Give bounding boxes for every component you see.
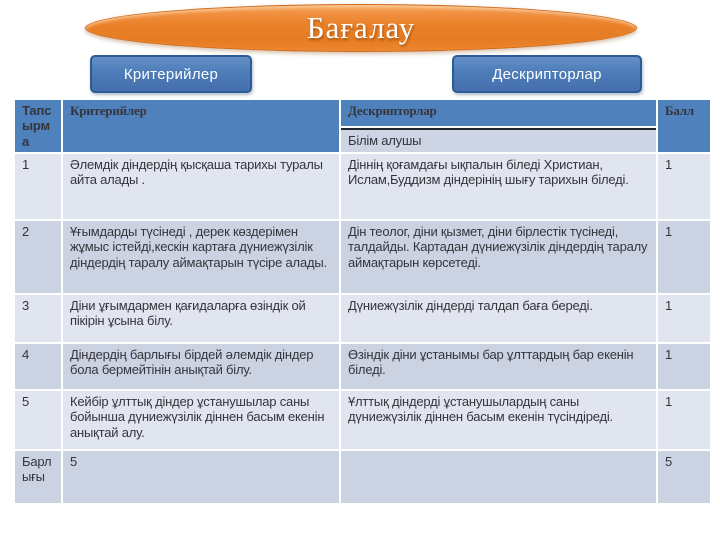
criterion-cell: Әлемдік діндердің қысқаша тарихы туралы айта алады . [63,154,339,219]
descriptor-cell: Өзіндік діни ұстанымы бар ұлттардың бар екенін біледі. [341,344,656,389]
descriptor-cell: Дін теолог, діни қызмет, діни бірлестік түсінеді, талдайды. Картадан дүниежүзілік діндердің таралу аймақтарын көрсетеді. [341,221,656,293]
column-header-criteria: Критерийлер [63,100,339,152]
subheader-learner: Білім алушы [341,128,656,152]
task-cell: 3 [15,295,61,342]
table-row [15,344,710,389]
score-cell: 1 [658,221,710,293]
task-cell: Барлығы [15,451,61,503]
descriptor-cell: Діннің қоғамдағы ықпалын біледі Христиан, Ислам,Буддизм діндерінің шығу тарихын біледі. [341,154,656,219]
callout-criteria-label: Критерийлер [123,65,219,83]
table-row [15,154,710,219]
column-header-score: Балл [658,100,710,152]
table-row [15,391,710,449]
task-cell: 5 [15,391,61,449]
task-cell: 1 [15,154,61,219]
callout-descriptors-label: Дескрипторлар [492,65,602,83]
criterion-cell: Діндердің барлығы бірдей әлемдік діндер бола бермейтінін анықтай білу. [63,344,339,389]
task-cell: 4 [15,344,61,389]
criterion-cell: Діни ұғымдармен қағидаларға өзіндік ой пікірін ұсына білу. [63,295,339,342]
criterion-cell: Ұғымдарды түсінеді , дерек көздерімен жұмыс істейді,кескін картаға дүниежүзілік діндердің таралу аймақтарын түсіре алады. [63,221,339,293]
score-cell: 1 [658,344,710,389]
table-row [15,295,710,342]
column-header-task: Тапсырма [15,100,61,152]
page-title: Бағалау [306,10,416,45]
descriptor-cell: Дүниежүзілік діндерді талдап баға береді. [341,295,656,342]
criterion-cell: Кейбір ұлттық діндер ұстанушылар саны бойынша дүниежүзілік діннен басым екенін анықтай алу. [63,391,339,449]
descriptor-cell [341,451,656,503]
column-header-descriptors: Дескрипторлар [341,100,656,126]
table-row [15,221,710,293]
table-row-total [15,451,710,503]
score-cell: 1 [658,295,710,342]
title-banner [85,4,637,52]
score-cell: 5 [658,451,710,503]
descriptor-cell: Ұлттық діндерді ұстанушылардың саны дүниежүзілік діннен басым екенін түсіндіреді. [341,391,656,449]
criterion-cell: 5 [63,451,339,503]
callout-descriptors [452,55,642,93]
score-cell: 1 [658,154,710,219]
callout-criteria [90,55,252,93]
assessment-table [13,98,712,505]
task-cell: 2 [15,221,61,293]
score-cell: 1 [658,391,710,449]
